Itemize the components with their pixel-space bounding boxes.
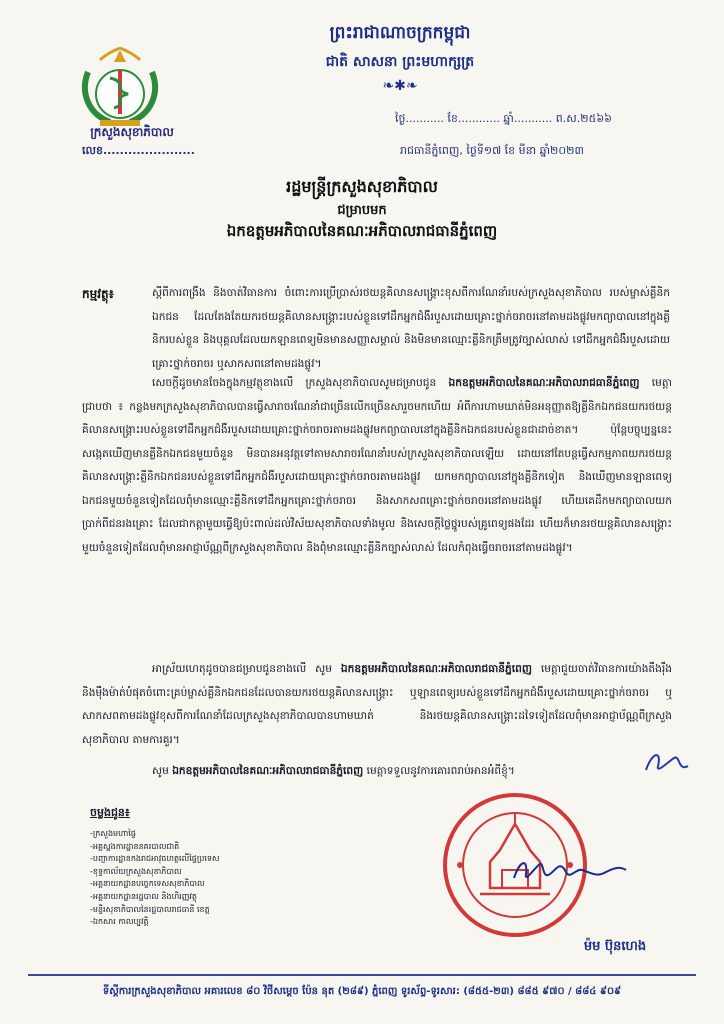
national-motto: ជាតិ សាសនា ព្រះមហាក្សត្រ bbox=[325, 54, 475, 70]
place-and-date: រាជធានីភ្នំពេញ, ថ្ងៃទី១៧ ខែ មីនា ឆ្នាំ២០២៣ bbox=[400, 144, 584, 157]
cc-list bbox=[90, 828, 220, 929]
list-item: -បញ្ជាការដ្ឋានកងរាជអាវុធហត្ថលើផ្ទៃប្រទេស bbox=[90, 854, 220, 864]
paragraph-text: មេត្តាជួយចាត់វិធានការយ៉ាងតឹងរ៉ឹង និងម៉ឺងម៉ាត់បំផុតចំពោះគ្រប់ម្ចាស់គ្លីនិកឯកជនដែលបានយករថយន្តគិលានសង្គ្រោះ ឬឡានពេទ្យរបស់ខ្លួនទៅដឹកអ្នកជំងឺរបួសដោយគ្រោះថ្នាក់ចរាចរ ឬសាកសពតាមដងផ្លូវខុសពីការណែនាំដែលក្រសួងសុខាភិបាលបានហាមឃាត់ និងរថយន្តគិលានសង្គ្រោះដទៃទៀតដែលពុំមានអាជ្ញាប័ណ្ណពីក្រសួងសុខាភិបាល តាមការគួរ។ bbox=[82, 663, 672, 746]
list-item: -អគ្គនាយកដ្ឋានបច្ចេកទេសសុខាភិបាល bbox=[90, 879, 205, 889]
paragraph-text: មេត្តាជ្រាបថា ៖ កន្លងមកក្រសួងសុខាភិបាលបានធ្វើសារាចរណែនាំជាច្រើនលើកច្រើនសារួចមកហើយ អំពីការហាមឃាត់មិនអនុញ្ញាតឱ្យគ្លីនិកឯកជនយករថយន្តគិលានសង្គ្រោះរបស់ខ្លួនទៅដឹកអ្នកជំងឺរបួសដោយគ្រោះថ្នាក់ចរាចរតាមដងផ្លូវមកព្យាបាលនៅក្នុងគ្លីនិកឯកជនរបស់ខ្លួនជាដាច់ខាត។ ប៉ុន្តែបច្ចុប្បន្ននេះ សង្កេតឃើញមានគ្លីនិកឯកជនមួយចំនួន មិនបានអនុវត្តទៅតាមសារាចរណែនាំរបស់ក្រសួងសុខាភិបាលឡើយ ដោយនៅតែបន្តធ្វើសកម្មភាពយករថយន្តគិលានសង្គ្រោះគ្លីនិកឯកជនរបស់ខ្លួនទៅដឹកអ្នកជំងឺរបួសដោយគ្រោះថ្នាក់ចរាចរតាមដងផ្លូវ យកមកព្យាបាលនៅក្នុងគ្លីនិកទៀត និងឃើញមានឡានពេទ្យឯកជនមួយចំនួនទៀតដែលពុំមានឈ្មោះគ្លីនិកទៅដឹកអ្នកគ្រោះថ្នាក់ចរាចរ និងសាកសពគ្រោះថ្នាក់ចរាចរនៅតាមដងផ្លូវ ហើយគេដឹកមកព្យាបាលយកប្រាក់ពីជនរងគ្រោះ ដែលជាកត្តាមួយធ្វើឱ្យប៉ះពាល់ដល់វិស័យសុខាភិបាលទាំងមូល និងសេចក្តីថ្លៃថ្នូរបស់គ្រូពេទ្យផងដែរ ហើយក៏មានរថយន្តគិលានសង្គ្រោះមួយចំនួនទៀតដែលពុំមានអាជ្ញាប័ណ្ណពីក្រសួងសុខាភិបាល និងពុំមានឈ្មោះគ្លីនិកច្បាស់លាស់ ដែលកំពុងធ្វើចរាចរនៅតាមដងផ្លូវ។ bbox=[82, 377, 672, 554]
paragraph-text: សេចក្តីដូចមានចែងក្នុងកម្មវត្ថុខាងលើ ក្រសួងសុខាភិបាលសូមជម្រាបជូន bbox=[152, 377, 437, 389]
paragraph-text: សូម bbox=[152, 765, 169, 777]
sender-title: រដ្ឋមន្ត្រីក្រសួងសុខាភិបាល bbox=[286, 177, 438, 196]
recipient-mention: ឯកឧត្តមអភិបាលនៃគណៈអភិបាលរាជធានីភ្នំពេញ bbox=[340, 663, 532, 675]
initials-mark-icon bbox=[640, 742, 700, 782]
body-paragraph-1 bbox=[82, 372, 672, 560]
list-item: -ខុទ្ទកាល័យក្រសួងសុខាភិបាល bbox=[90, 866, 182, 876]
kingdom-heading: ព្រះរាជាណាចក្រកម្ពុជា bbox=[329, 23, 471, 43]
subject-text: ស្តីពីការពង្រឹង និងចាត់វិធានការ ចំពោះការប្រើប្រាស់រថយន្តគិលានសង្គ្រោះខុសពីការណែនាំរបស់ក្រសួងសុខាភិបាល របស់ម្ចាស់គ្លីនិកឯកជន ដែលតែងតែយករថយន្តគិលានសង្គ្រោះរបស់ខ្លួនទៅដឹកអ្នកជំងឺរបួសដោយគ្រោះថ្នាក់ចរាចរនៅតាមដងផ្លូវមកព្យាបាលនៅក្នុងគ្លីនិករបស់ខ្លួន និងបុគ្គលដែលយកឡានពេទ្យមិនមានសញ្ញាសម្គាល់ និងមិនមានឈ្មោះគ្លីនិកត្រឹមត្រូវច្បាស់លាស់ ទៅដឹកអ្នកជំងឺរបួសដោយគ្រោះថ្នាក់ចរាចរ ឬសាកសពនៅតាមដងផ្លូវ។ bbox=[152, 287, 670, 370]
footer-divider bbox=[28, 974, 696, 976]
list-item: -អគ្គស្នងការដ្ឋាននគរបាលជាតិ bbox=[90, 841, 180, 851]
paragraph-text: អាស្រ័យហេតុដូចបានជម្រាបជូនខាងលើ សូម bbox=[152, 663, 332, 675]
reference-number: លេខ...................... bbox=[82, 144, 195, 157]
signature-icon bbox=[510, 852, 630, 892]
recipient-title: ឯកឧត្តមអភិបាលនៃគណៈអភិបាលរាជធានីភ្នំពេញ bbox=[226, 222, 498, 240]
body-paragraph-2 bbox=[82, 658, 672, 752]
ministry-name: ក្រសួងសុខាភិបាល bbox=[90, 125, 174, 139]
closing-paragraph bbox=[82, 760, 642, 784]
list-item: -អគ្គនាយកដ្ឋានរដ្ឋបាល និងហិរញ្ញវត្ថុ bbox=[90, 891, 197, 901]
paragraph-text: មេត្តាទទួលនូវការគោរពរាប់អានអំពីខ្ញុំ។ bbox=[366, 765, 515, 777]
recipient-mention: ឯកឧត្តមអភិបាលនៃគណៈអភិបាលរាជធានីភ្នំពេញ bbox=[172, 765, 364, 777]
list-item: -មន្ទីរសុខាភិបាលនៃរដ្ឋបាលរាជធានី ខេត្ត bbox=[90, 904, 210, 914]
footer-address: ទីស្តីការក្រសួងសុខាភិបាល អគារលេខ ៨០ វិថីសម្តេច ប៉ែន នុត (២៨៩) ភ្នំពេញ ទូរស័ព្ទ-ទូរសារ: (៨៥៥-២៣) ៨៨៥ ៩៧០ / ៨៨៤ ៩០៩ bbox=[102, 986, 622, 997]
list-item: -ឯកសារ កាលប្បវត្តិ bbox=[90, 917, 149, 927]
ornament-divider: ❧✱❧ bbox=[382, 78, 418, 94]
lunar-date: ថ្ងៃ........... ខែ............ ឆ្នាំ........... ព.ស.២៥៦៦ bbox=[395, 112, 612, 125]
ministry-logo-icon bbox=[70, 42, 170, 130]
signer-name: ម៉ម ប៊ុនហេង bbox=[583, 939, 647, 954]
subject-label: កម្មវត្ថុ៖ bbox=[82, 287, 114, 301]
recipient-mention: ឯកឧត្តមអភិបាលនៃគណៈអភិបាលរាជធានីភ្នំពេញ bbox=[448, 377, 640, 389]
cc-title: ចម្លងជូន៖ bbox=[90, 806, 130, 819]
salutation: ជម្រាបមក bbox=[337, 203, 387, 218]
list-item: -ក្រសួងមហាផ្ទៃ bbox=[90, 829, 136, 838]
